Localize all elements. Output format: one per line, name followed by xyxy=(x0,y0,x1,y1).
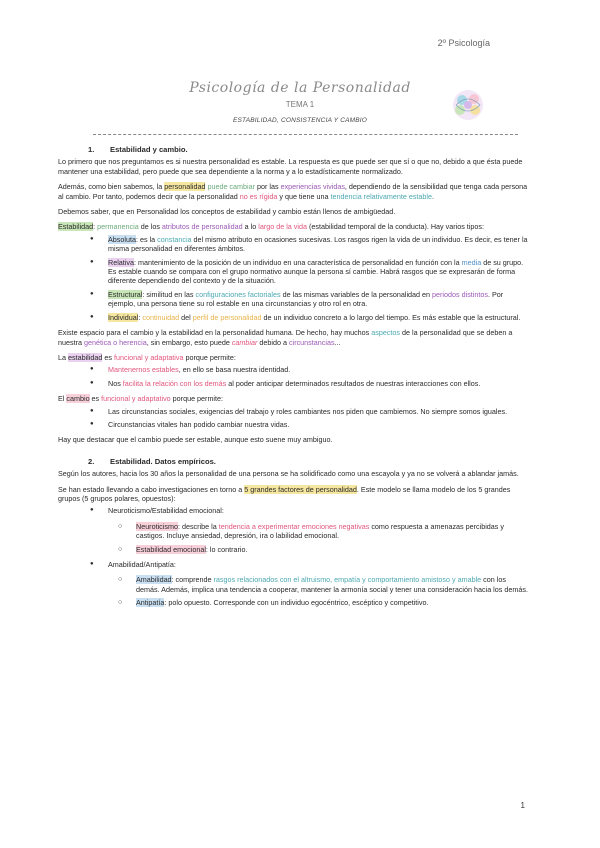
paragraph: Lo primero que nos preguntamos es si nuestra personalidad es estable. La respuesta es que puede ser que sí o que no, debido a que ésta puede mantener una estabilidad, pero puede que sea dependiente a la norma y a lo estadísticamente normalizado. xyxy=(58,157,523,176)
tema-label: TEMA 1 xyxy=(285,100,315,109)
stability-benefits-list xyxy=(58,365,528,388)
main-content xyxy=(58,145,528,614)
paragraph: Estabilidad: permanencia de los atributos de personalidad a lo largo de la vida (estabilidad temporal de la conducta). Hay varios tipos: xyxy=(58,222,484,232)
section-2-heading: 2. Estabilidad. Datos empíricos. xyxy=(88,456,216,466)
change-benefits-list xyxy=(58,407,528,430)
paragraph: Hay que destacar que el cambio puede ser estable, aunque esto suene muy ambiguo. xyxy=(58,435,333,445)
section-1-heading: 1. Estabilidad y cambio. xyxy=(88,145,188,154)
paragraph: La estabilidad es funcional y adaptativa porque permite: xyxy=(58,352,236,362)
paragraph: Existe espacio para el cambio y la estabilidad en la personalidad humana. De hecho, hay muchos aspectos de la personalidad que se deben a nuestra genética o herencia, sin embargo, esto puede cambiar debido a circunstancias... xyxy=(58,328,513,347)
document-subtitle: ESTABILIDAD, CONSISTENCIA Y CAMBIO xyxy=(232,117,368,124)
list-item: ● Individual: continuidad del perfil de personalidad de un individuo concreto a lo largo del tiempo. Es más estable que la estructural. xyxy=(58,313,528,322)
list-item: ● Mantenernos estables, en ello se basa nuestra identidad. xyxy=(58,365,528,374)
divider xyxy=(93,134,518,135)
list-item: ○ Neuroticismo: describe la tendencia a experimentar emociones negativas como respuesta a amenazas percibidas y castigos. Incluye ansiedad, depresión, ira o labilidad emocional. xyxy=(58,522,528,541)
big-five-list xyxy=(58,506,528,515)
decorative-logo-icon xyxy=(448,88,488,122)
neuroticism-sublist xyxy=(58,522,528,554)
list-item: ● Estructural: similitud en las configuraciones factoriales de las mismas variables de la personalidad en periodos distintos. Por ejemplo, una persona tiene su rol estable en una circunstancias y otro rol en otra. xyxy=(58,290,528,309)
paragraph: Según los autores, hacia los 30 años la personalidad de una persona se ha solidificado como una escayola y ya no se volverá a ablandar jamás. xyxy=(58,469,519,479)
list-item: ● Nos facilita la relación con los demás al poder anticipar determinados resultados de nuestras interacciones con ellos. xyxy=(58,379,528,388)
paragraph: Debemos saber, que en Personalidad los conceptos de estabilidad y cambio están llenos de ambigüedad. xyxy=(58,207,396,217)
paragraph: El cambio es funcional y adaptativo porque permite: xyxy=(58,394,224,404)
list-item: ● Circunstancias vitales han podido cambiar nuestra vidas. xyxy=(58,420,528,429)
list-item: ● Neuroticismo/Estabilidad emocional: xyxy=(58,506,528,515)
agreeableness-sublist xyxy=(58,575,528,607)
paragraph: Se han estado llevando a cabo investigaciones en torno a 5 grandes factores de personalidad. Este modelo se llama modelo de los 5 grandes grupos (5 grupos polares, opuestos): xyxy=(58,484,511,503)
stability-types-list xyxy=(58,235,528,322)
list-item: ○ Amabilidad: comprende rasgos relacionados con el altruismo, empatía y comportamiento amistoso y amable con los demás. Además, implica una tendencia a cooperar, mantener la armonía social y tener una consideración hacia los demás. xyxy=(58,575,528,594)
paragraph: Además, como bien sabemos, la personalidad puede cambiar por las experiencias vividas, dependiendo de la sensibilidad que tenga cada persona al cambio. Por tanto, podemos decir que la personalidad no es rígida y que tiene una tendencia relativamente estable. xyxy=(58,182,528,201)
list-item: ○ Antipatía: polo opuesto. Corresponde con un individuo egocéntrico, escéptico y competitivo. xyxy=(58,598,528,607)
list-item: ○ Estabilidad emocional: lo contrario. xyxy=(58,545,528,554)
list-item: ● Amabilidad/Antipatía: xyxy=(58,560,528,569)
page-number: 1 xyxy=(520,801,525,810)
list-item: ● Las circunstancias sociales, exigencias del trabajo y roles cambiantes nos piden que cambiemos. No siempre somos iguales. xyxy=(58,407,528,416)
big-five-list-2 xyxy=(58,560,528,569)
document-title: Psicología de la Personalidad xyxy=(189,80,411,96)
list-item: ● Absoluta: es la constancia del mismo atributo en ocasiones sucesivas. Los rasgos rigen la vida de un individuo. Es decir, es tener la misma personalidad en diferentes ámbitos. xyxy=(58,235,528,254)
list-item: ● Relativa: mantenimiento de la posición de un individuo en una característica de personalidad en función con la media de su grupo. Es estable cuando se compara con el grupo normativo aunque la persona sí cambie. Habrá rasgos que se expresarán de forma diferente dependiendo del contexto y de la situación. xyxy=(58,258,528,286)
course-label: 2º Psicología xyxy=(437,38,490,48)
